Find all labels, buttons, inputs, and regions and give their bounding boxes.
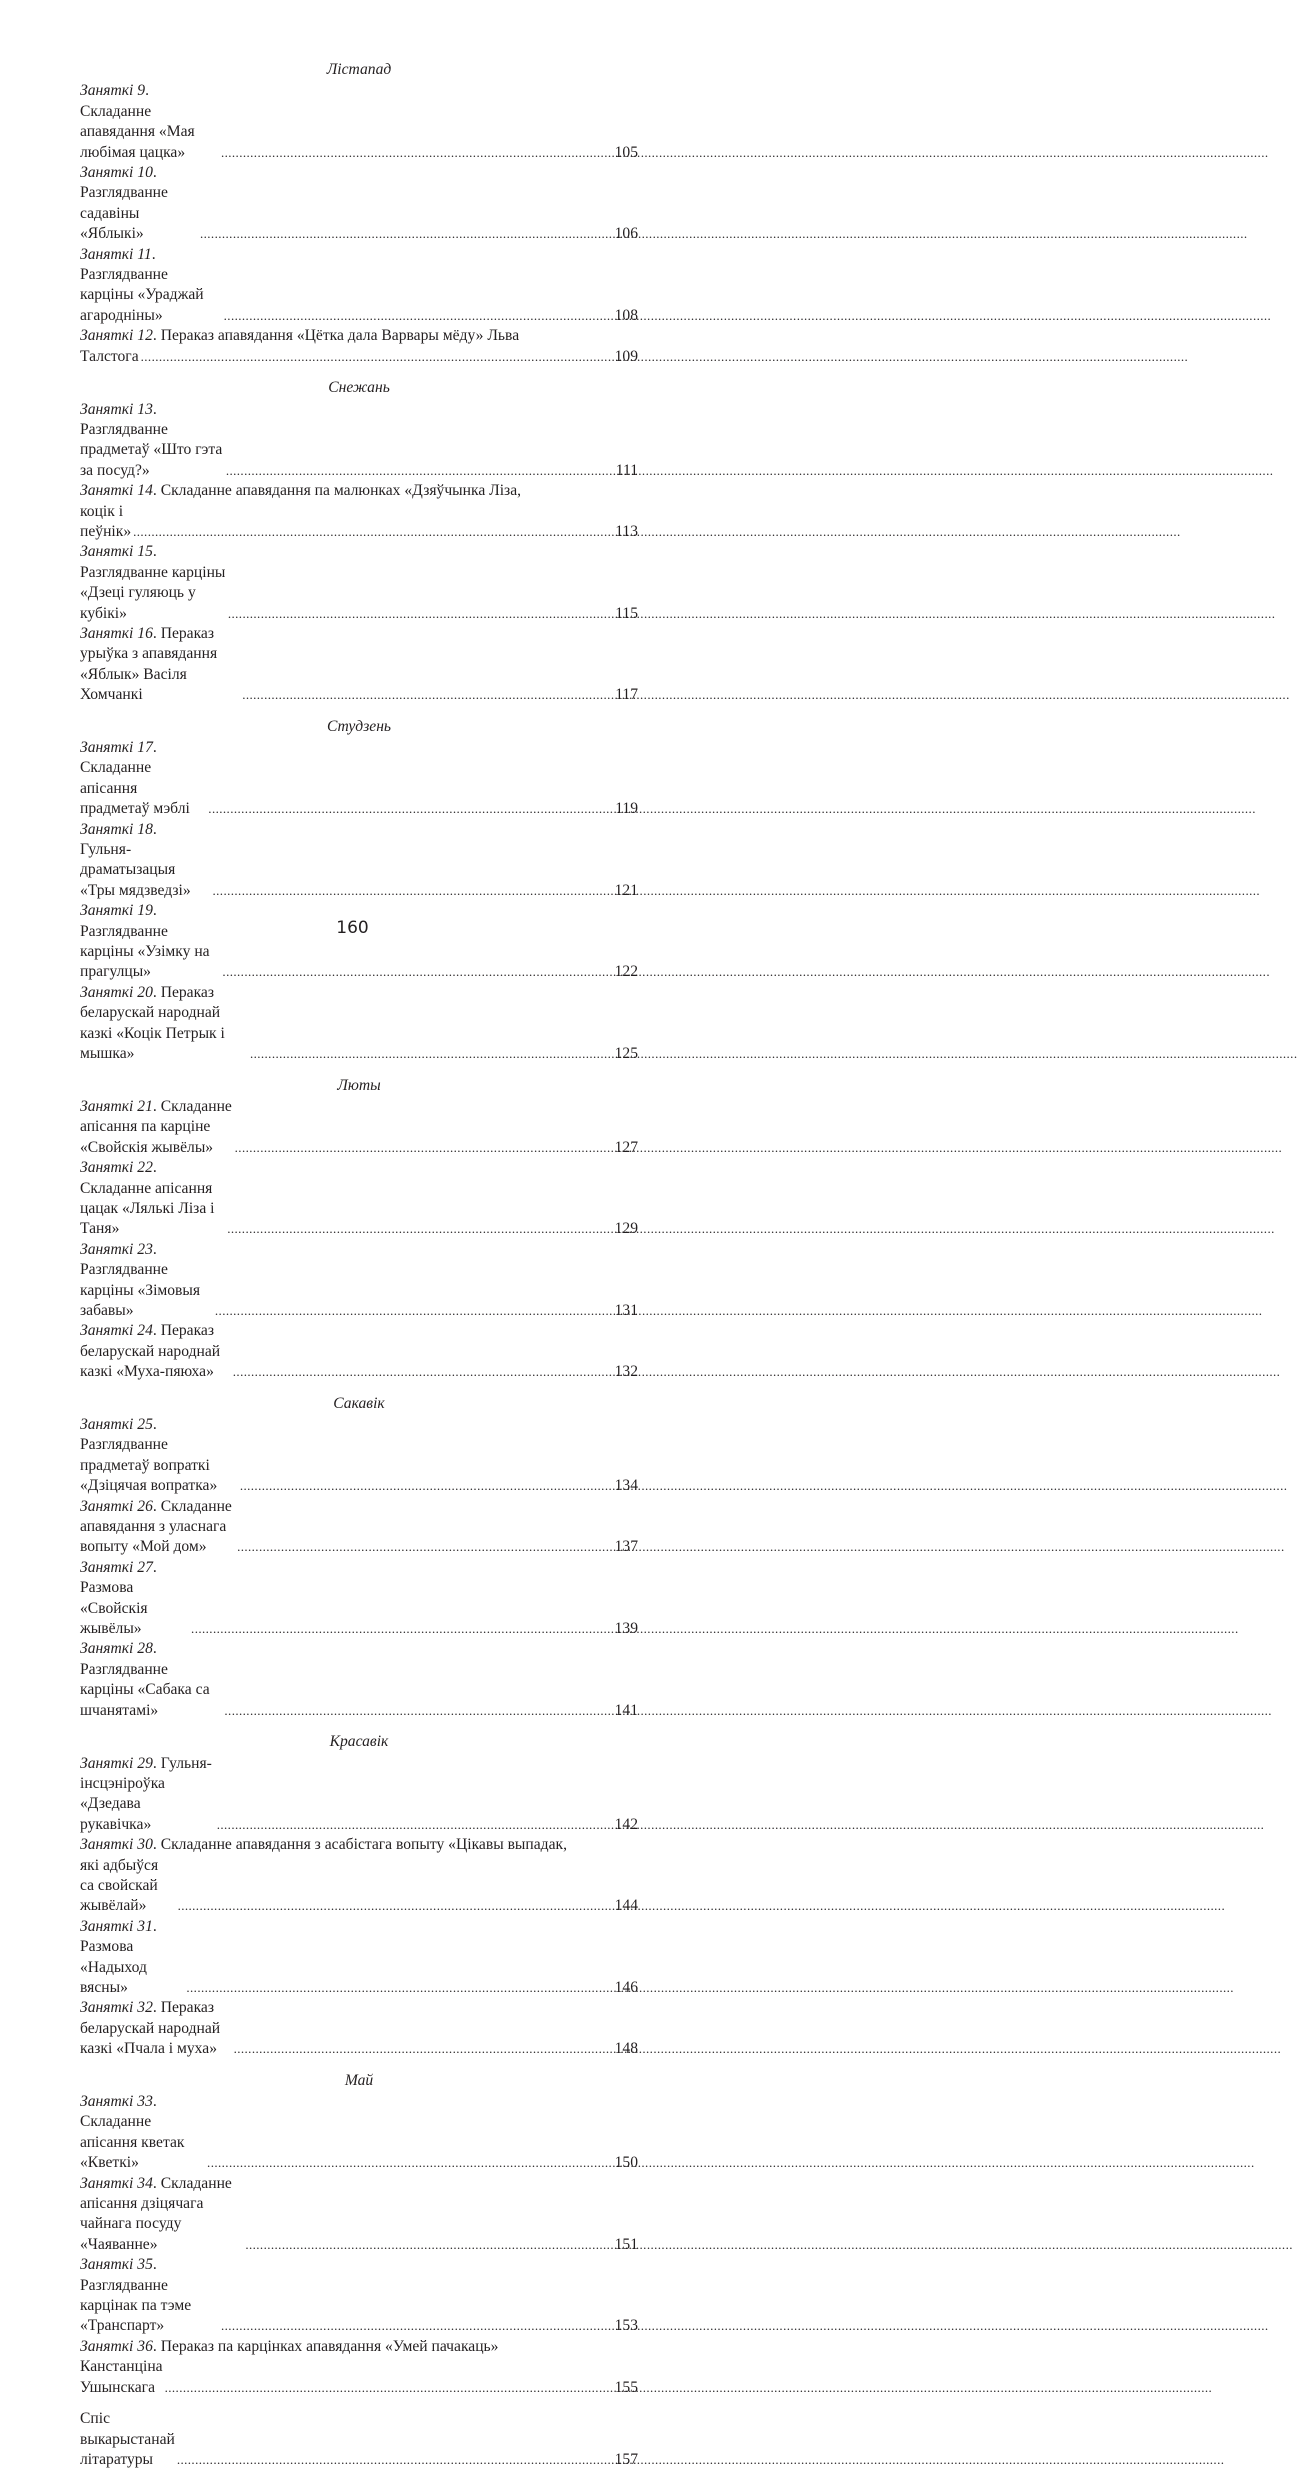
- label-separator: .: [152, 1640, 157, 1658]
- label-separator: .: [152, 2337, 161, 2355]
- lesson-label: Заняткі 33: [80, 2093, 153, 2110]
- page-ref: 129: [614, 1220, 638, 1238]
- lesson-title: Пераказ беларускай народнай казкі «Коцік Петрык і мышка»: [80, 983, 225, 1063]
- toc-entry[interactable]: [80, 1097, 638, 1158]
- toc-entry-first-line: [80, 481, 638, 501]
- page-ref: 153: [614, 2317, 638, 2335]
- dot-leader: [233, 1362, 613, 1382]
- lesson-title-continued: коцік і пеўнік»: [80, 502, 132, 540]
- lesson-title: Пераказ па карцінках апавядання «Умей пачакаць»: [160, 2337, 499, 2355]
- lesson-title: Гульня-драматызацыя «Тры мядзведзі»: [80, 841, 191, 899]
- label-separator: .: [152, 1836, 161, 1854]
- toc-section: [80, 378, 638, 706]
- page-ref: 146: [614, 1978, 638, 1996]
- toc-entry[interactable]: [80, 1497, 638, 1558]
- lesson-title: Складанне апісання па карціне «Свойскія жывёлы»: [80, 1097, 232, 1156]
- dot-leader: [227, 1219, 612, 1239]
- bibliography-title: Спіс выкарыстанай літаратуры: [80, 2410, 175, 2468]
- dot-leader: [224, 1701, 612, 1721]
- label-separator: .: [152, 820, 157, 838]
- dot-leader: [221, 2316, 613, 2336]
- lesson-label: Заняткі 19: [80, 902, 153, 920]
- toc-entry[interactable]: [80, 400, 638, 482]
- entry-text: [80, 1754, 215, 1836]
- page-ref: 131: [614, 1301, 638, 1319]
- toc-entry[interactable]: [80, 983, 638, 1065]
- dot-leader: [141, 347, 613, 367]
- lesson-label: Заняткі 12: [80, 327, 153, 345]
- lesson-label: Заняткі 9: [80, 82, 146, 100]
- entry-text: [80, 1240, 213, 1322]
- label-separator: .: [151, 245, 156, 263]
- page-ref: 125: [614, 1045, 638, 1063]
- lesson-label: Заняткі 29: [80, 1754, 153, 1772]
- dot-leader: [165, 2378, 613, 2398]
- lesson-title: Размова «Свойскія жывёлы»: [80, 1579, 148, 1638]
- entry-text: [80, 1917, 184, 1999]
- toc-entry[interactable]: [80, 1998, 638, 2059]
- toc-entry[interactable]: [80, 163, 638, 245]
- toc-section: [80, 60, 638, 367]
- lesson-title-continued: Талстога: [80, 347, 139, 365]
- label-separator: .: [152, 1097, 161, 1115]
- lesson-title: Складанне апавядання «Мая любімая цацка»: [80, 102, 195, 161]
- dot-leader: [235, 1138, 613, 1158]
- lesson-title: Гульня-інсцэніроўка «Дзедава рукавічка»: [80, 1754, 212, 1833]
- dot-leader: [222, 962, 612, 982]
- lesson-title: Складанне апісання кветак «Кветкі»: [80, 2113, 185, 2172]
- lesson-title-continued: Канстанціна Ушынскага: [80, 2358, 163, 2396]
- entry-text: [80, 1415, 238, 1497]
- dot-leader: [208, 799, 613, 819]
- entry-text: [80, 400, 224, 482]
- entry-text: [80, 624, 240, 706]
- section-title: Май: [344, 2071, 374, 2089]
- toc-entry[interactable]: [80, 624, 638, 706]
- label-separator: .: [152, 624, 161, 642]
- label-separator: .: [152, 739, 157, 756]
- lesson-title: Разглядванне карцінак па тэме «Транспарт»: [80, 2276, 192, 2335]
- dot-leader: [221, 143, 613, 163]
- entry-text: [80, 1158, 225, 1240]
- label-separator: .: [152, 1240, 157, 1258]
- page-ref: 144: [614, 1897, 638, 1915]
- page-ref: 117: [615, 686, 638, 704]
- toc-entry[interactable]: [80, 738, 638, 820]
- toc-entry[interactable]: [80, 2174, 638, 2256]
- section-title: Снежань: [328, 379, 390, 397]
- page-ref: 139: [614, 1620, 638, 1638]
- page-ref: 141: [614, 1701, 638, 1719]
- page-number: 160: [336, 918, 369, 938]
- toc-section: [80, 1732, 638, 2060]
- entry-text: [80, 245, 222, 327]
- section-title: Студзень: [326, 717, 392, 735]
- lesson-label: Заняткі 15: [80, 543, 153, 561]
- entry-text: [80, 542, 226, 624]
- lesson-title: Складанне апавядання з уласнага вопыту «Мой дом»: [80, 1497, 232, 1556]
- page-ref: 121: [614, 881, 638, 899]
- lesson-label: Заняткі 27: [80, 1558, 153, 1576]
- entry-text: [80, 901, 220, 983]
- label-separator: .: [152, 2093, 157, 2110]
- dot-leader: [240, 1476, 613, 1496]
- entry-text: [80, 2092, 205, 2174]
- lesson-label: Заняткі 26: [80, 1497, 153, 1515]
- lesson-label: Заняткі 28: [80, 1640, 153, 1658]
- lesson-label: Заняткі 10: [80, 164, 153, 182]
- dot-leader: [215, 1301, 613, 1321]
- lesson-label: Заняткі 35: [80, 2256, 153, 2274]
- lesson-title: Разглядванне карціны «Сабака са шчанятамі»: [80, 1660, 210, 1719]
- section-title: Сакавік: [333, 1394, 385, 1412]
- lesson-label: Заняткі 34: [80, 2174, 153, 2192]
- dot-leader: [217, 1815, 613, 1835]
- bibliography-entry[interactable]: [80, 2409, 638, 2470]
- lesson-title: Размова «Надыход вясны»: [80, 1938, 147, 1996]
- dot-leader: [250, 1044, 613, 1064]
- entry-text: [80, 1097, 233, 1158]
- lesson-label: Заняткі 14: [80, 482, 153, 500]
- toc-entry[interactable]: [80, 81, 638, 163]
- label-separator: .: [145, 82, 149, 100]
- lesson-label: Заняткі 31: [80, 1917, 153, 1935]
- toc-entry[interactable]: [80, 1856, 638, 1917]
- toc-entry[interactable]: [80, 2255, 638, 2337]
- label-separator: .: [152, 1159, 157, 1177]
- toc-entry[interactable]: [80, 245, 638, 327]
- lesson-label: Заняткі 22: [80, 1159, 153, 1177]
- lesson-title-continued: які адбыўся са свойскай жывёлай»: [80, 1856, 159, 1915]
- dot-leader: [186, 1978, 612, 1998]
- toc-entry[interactable]: [80, 2357, 638, 2398]
- page-ref: 155: [614, 2378, 638, 2396]
- lesson-title: Складанне апісання дзіцячага чайнага посуду «Чаяванне»: [80, 2174, 232, 2253]
- dot-leader: [228, 604, 613, 624]
- label-separator: .: [152, 164, 157, 182]
- entry-text: [80, 2174, 243, 2256]
- label-separator: .: [152, 1917, 157, 1935]
- lesson-title: Пераказ апавядання «Цётка дала Варвары мёду» Льва: [160, 327, 520, 345]
- toc-entry[interactable]: [80, 820, 638, 902]
- entry-text: [80, 1639, 222, 1721]
- label-separator: .: [152, 1497, 161, 1515]
- lesson-title: Пераказ беларускай народнай казкі «Муха-пяюха»: [80, 1322, 221, 1381]
- entry-text: [80, 1558, 189, 1640]
- dot-leader: [245, 2235, 612, 2255]
- dot-leader: [237, 1537, 613, 1557]
- lesson-label: Заняткі 17: [80, 739, 153, 756]
- toc-entry[interactable]: [80, 542, 638, 624]
- lesson-label: Заняткі 16: [80, 624, 153, 642]
- label-separator: .: [152, 400, 157, 418]
- label-separator: .: [152, 2256, 157, 2274]
- entry-text: [80, 1497, 235, 1558]
- entry-text: [80, 983, 248, 1065]
- lesson-label: Заняткі 18: [80, 820, 153, 838]
- label-separator: .: [152, 1416, 157, 1433]
- page-ref: 106: [614, 225, 638, 243]
- page-ref: 150: [614, 2154, 638, 2172]
- label-separator: .: [152, 902, 157, 920]
- lesson-label: Заняткі 25: [80, 1416, 153, 1433]
- toc-entry[interactable]: [80, 1240, 638, 1322]
- entry-text: [80, 738, 206, 820]
- toc-section: [80, 717, 638, 1065]
- toc-entry[interactable]: [80, 1917, 638, 1999]
- lesson-title: Разглядванне карціны «Узімку на прагулцы»: [80, 922, 210, 981]
- page-ref: 142: [614, 1815, 638, 1833]
- label-separator: .: [152, 2174, 161, 2192]
- lesson-label: Заняткі 20: [80, 983, 153, 1001]
- lesson-title: Разглядванне прадметаў вопраткі «Дзіцячая вопратка»: [80, 1436, 218, 1495]
- lesson-title: Складанне апісання цацак «Лялькі Ліза і Таня»: [80, 1179, 215, 1238]
- toc-entry[interactable]: [80, 1321, 638, 1382]
- lesson-title: Складанне апісання прадметаў мэблі: [80, 759, 190, 818]
- toc-entry[interactable]: [80, 2092, 638, 2174]
- dot-leader: [207, 2153, 613, 2173]
- toc-entry[interactable]: [80, 901, 638, 983]
- label-separator: .: [152, 1754, 161, 1772]
- page-ref: 115: [615, 604, 638, 622]
- lesson-label: Заняткі 23: [80, 1240, 153, 1258]
- dot-leader: [213, 881, 613, 901]
- lesson-title: Разглядванне садавіны «Яблыкі»: [80, 184, 168, 243]
- page-ref: 109: [614, 347, 638, 365]
- dot-leader: [242, 685, 613, 705]
- section-title: Люты: [337, 1076, 381, 1094]
- page-ref: 148: [614, 2040, 638, 2058]
- entry-text: [80, 1998, 232, 2059]
- page-ref: 127: [614, 1138, 638, 1156]
- label-separator: .: [152, 983, 161, 1001]
- page-ref: 134: [614, 1477, 638, 1495]
- label-separator: .: [152, 327, 161, 345]
- toc-entry[interactable]: [80, 1754, 638, 1836]
- label-separator: .: [152, 482, 161, 500]
- entry-text: [80, 820, 211, 902]
- toc-entry[interactable]: [80, 347, 638, 367]
- dot-leader: [224, 306, 613, 326]
- lesson-label: Заняткі 13: [80, 400, 153, 418]
- lesson-title: Пераказ урыўка з апавядання «Яблык» Васіля Хомчанкі: [80, 624, 218, 704]
- lesson-label: Заняткі 30: [80, 1836, 153, 1854]
- dot-leader: [133, 522, 613, 542]
- toc-entry-first-line: [80, 2337, 638, 2357]
- lesson-title: Складанне апавядання па малюнках «Дзяўчынка Ліза,: [160, 482, 522, 500]
- page-ref: 137: [614, 1538, 638, 1556]
- label-separator: .: [152, 1999, 161, 2017]
- page-ref: 122: [614, 963, 638, 981]
- label-separator: .: [152, 1322, 161, 1340]
- lesson-label: Заняткі 32: [80, 1999, 153, 2017]
- lesson-title: Пераказ беларускай народнай казкі «Пчала і муха»: [80, 1999, 221, 2058]
- lesson-title: Разглядванне карціны «Дзеці гуляюць у кубікі»: [80, 563, 226, 622]
- page-ref: 113: [615, 522, 638, 540]
- entry-text: [80, 2255, 219, 2337]
- lesson-label: Заняткі 21: [80, 1097, 153, 1115]
- page-ref: 105: [614, 143, 638, 161]
- lesson-title: Разглядванне прадметаў «Што гэта за посуд?»: [80, 420, 223, 479]
- toc-entry[interactable]: [80, 502, 638, 543]
- page-ref: 119: [615, 800, 638, 818]
- page-ref: 151: [614, 2235, 638, 2253]
- lesson-title: Разглядванне карціны «Ураджай агародніны»: [80, 266, 204, 324]
- lesson-title: Складанне апавядання з асабістага вопыту «Цікавы выпадак,: [160, 1836, 568, 1854]
- dot-leader: [226, 461, 614, 481]
- lesson-label: Заняткі 24: [80, 1322, 153, 1340]
- toc-entry[interactable]: [80, 1639, 638, 1721]
- entry-text: [80, 81, 219, 163]
- toc-entry-first-line: [80, 326, 638, 346]
- page-ref: 108: [614, 306, 638, 324]
- page-ref: 111: [615, 461, 638, 479]
- lesson-label: Заняткі 11: [80, 245, 152, 263]
- toc-section: [80, 2071, 638, 2399]
- toc-entry[interactable]: [80, 1158, 638, 1240]
- lesson-title: Разглядванне карціны «Зімовыя забавы»: [80, 1261, 201, 1319]
- toc-entry-first-line: [80, 1835, 638, 1855]
- dot-leader: [177, 2450, 613, 2470]
- dot-leader: [200, 224, 613, 244]
- toc-section: [80, 1076, 638, 1383]
- dot-leader: [191, 1619, 613, 1639]
- dot-leader: [234, 2039, 613, 2059]
- toc-section: [80, 1394, 638, 1722]
- lesson-label: Заняткі 36: [80, 2337, 153, 2355]
- section-title: Красавік: [329, 1733, 389, 1751]
- toc-entry[interactable]: [80, 1558, 638, 1640]
- dot-leader: [178, 1896, 613, 1916]
- label-separator: .: [152, 1558, 157, 1576]
- page-ref: 157: [614, 2450, 638, 2468]
- entry-text: [80, 1321, 231, 1382]
- page-ref: 132: [614, 1363, 638, 1381]
- label-separator: .: [152, 543, 157, 561]
- toc-entry[interactable]: [80, 1415, 638, 1497]
- section-title: Лістапад: [326, 61, 392, 78]
- entry-text: [80, 163, 198, 245]
- table-of-contents: [80, 60, 638, 2470]
